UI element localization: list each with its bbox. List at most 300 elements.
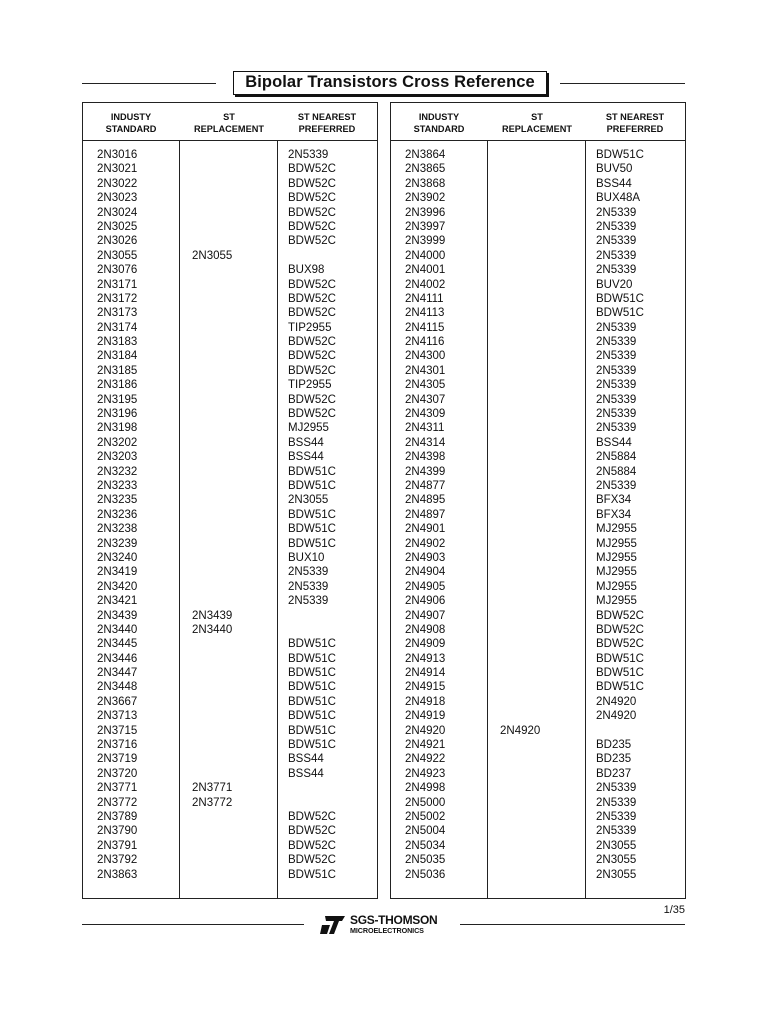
table-cell: 2N3667: [97, 695, 138, 708]
table-cell: 2N3171: [97, 278, 138, 291]
cross-reference-table-right: [390, 102, 686, 899]
table-cell: [500, 191, 540, 205]
table-cell: [500, 306, 540, 320]
table-cell: 2N5339: [596, 206, 637, 219]
table-cell: BUV20: [596, 278, 633, 291]
header-industry-standard: INDUSTY STANDARD: [413, 112, 465, 134]
table-cell: BDW51C: [288, 479, 336, 492]
table-cell: 2N3719: [97, 753, 138, 766]
header-st-nearest-preferred: ST NEAREST PREFERRED: [605, 112, 665, 134]
column-divider: [277, 140, 278, 898]
table-cell: [500, 177, 540, 191]
column-st-nearest-preferred: [288, 148, 336, 882]
table-cell: MJ2955: [596, 580, 637, 593]
table-cell: BDW52C: [288, 393, 336, 406]
table-cell: 2N3716: [97, 739, 138, 752]
table-cell: BDW51C: [288, 868, 336, 881]
table-cell: BDW52C: [596, 638, 644, 651]
table-cell: [192, 752, 232, 766]
table-cell: 2N4918: [405, 695, 446, 708]
table-cell: BDW52C: [288, 292, 336, 305]
table-cell: [192, 450, 232, 464]
table-cell: [500, 695, 540, 709]
page-title-box: [233, 71, 547, 95]
table-cell: BDW51C: [288, 724, 336, 737]
table-cell: [596, 724, 644, 738]
table-cell: 2N3791: [97, 839, 138, 852]
table-cell: 2N4922: [405, 753, 446, 766]
table-cell: 2N3232: [97, 465, 138, 478]
table-cell: BUX98: [288, 264, 325, 277]
table-cell: 2N5339: [596, 479, 637, 492]
table-cell: 2N3996: [405, 206, 446, 219]
table-cell: 2N3440: [97, 623, 138, 636]
table-cell: [500, 364, 540, 378]
table-cell: [192, 393, 232, 407]
table-cell: BDW51C: [288, 695, 336, 708]
table-cell: 2N3023: [97, 192, 138, 205]
table-cell: 2N3021: [97, 163, 138, 176]
table-cell: 2N3447: [97, 667, 138, 680]
table-cell: BDW52C: [288, 163, 336, 176]
title-rule-left: [82, 83, 216, 84]
table-cell: 2N4897: [405, 508, 446, 521]
table-cell: [500, 752, 540, 766]
table-cell: 2N3236: [97, 508, 138, 521]
table-cell: 2N3055: [288, 494, 329, 507]
table-cell: 2N4111: [405, 292, 444, 305]
table-cell: 2N4000: [405, 249, 446, 262]
table-cell: 2N3185: [97, 364, 138, 377]
column-divider: [585, 140, 586, 898]
table-cell: 2N5339: [288, 580, 329, 593]
table-cell: 2N3239: [97, 537, 138, 550]
table-cell: [192, 580, 232, 594]
table-cell: [192, 436, 232, 450]
table-cell: 2N4906: [405, 595, 446, 608]
header-industry-standard: INDUSTY STANDARD: [105, 112, 157, 134]
table-cell: [500, 421, 540, 435]
table-cell: 2N3864: [405, 149, 446, 161]
cross-reference-table-left: [82, 102, 378, 899]
table-cell: 2N3184: [97, 350, 138, 363]
table-cell: [192, 839, 232, 853]
table-cell: [192, 177, 232, 191]
table-cell: 2N3016: [97, 149, 138, 161]
column-divider: [179, 140, 180, 898]
table-cell: [192, 824, 232, 838]
table-cell: 2N4300: [405, 350, 446, 363]
table-cell: BDW52C: [596, 609, 644, 622]
table-cell: BDW52C: [288, 336, 336, 349]
table-cell: 2N5339: [596, 825, 637, 838]
table-cell: [192, 263, 232, 277]
table-cell: BDW51C: [288, 667, 336, 680]
table-cell: 2N3997: [405, 220, 446, 233]
table-cell: BDW52C: [288, 206, 336, 219]
table-cell: MJ2955: [596, 523, 637, 536]
table-cell: 2N3439: [97, 609, 138, 622]
table-cell: [500, 868, 540, 882]
table-cell: BD235: [596, 739, 632, 752]
table-cell: MJ2955: [288, 422, 329, 435]
table-cell: 2N5339: [596, 408, 637, 421]
table-cell: [192, 407, 232, 421]
table-cell: 2N3999: [405, 235, 446, 248]
table-cell: [192, 349, 232, 363]
column-st-replacement: [192, 148, 232, 882]
table-cell: [500, 349, 540, 363]
table-cell: [500, 407, 540, 421]
table-cell: 2N3022: [97, 177, 138, 190]
table-cell: [192, 522, 232, 536]
table-cell: 2N3240: [97, 551, 138, 564]
table-cell: 2N3790: [97, 825, 138, 838]
table-cell: [500, 249, 540, 263]
table-cell: 2N4908: [405, 623, 446, 636]
table-cell: 2N3420: [97, 580, 138, 593]
table-cell: 2N4902: [405, 537, 446, 550]
table-cell: 2N3445: [97, 638, 138, 651]
table-cell: 2N4002: [405, 278, 446, 291]
table-cell: 2N3186: [97, 379, 138, 392]
table-cell: 2N3772: [97, 796, 138, 809]
table-cell: 2N3198: [97, 422, 138, 435]
table-cell: [192, 493, 232, 507]
table-cell: [500, 206, 540, 220]
table-cell: 2N4901: [405, 523, 446, 536]
table-cell: BDW52C: [288, 839, 336, 852]
table-cell: 2N5339: [596, 364, 637, 377]
table-cell: [500, 853, 540, 867]
column-divider: [487, 140, 488, 898]
table-cell: [288, 249, 336, 263]
table-cell: 2N3202: [97, 436, 138, 449]
table-cell: 2N5339: [288, 566, 329, 579]
table-cell: [500, 810, 540, 824]
table-cell: 2N3238: [97, 523, 138, 536]
table-cell: BDW52C: [288, 854, 336, 867]
table-cell: [500, 335, 540, 349]
table-cell: 2N4307: [405, 393, 446, 406]
table-cell: [500, 234, 540, 248]
table-cell: 2N5034: [405, 839, 446, 852]
table-cell: 2N3439: [192, 609, 233, 622]
table-cell: BDW51C: [596, 307, 644, 320]
table-cell: 2N4913: [405, 652, 446, 665]
table-cell: [192, 220, 232, 234]
table-cell: 2N3419: [97, 566, 138, 579]
table-cell: 2N3183: [97, 336, 138, 349]
table-cell: BDW51C: [596, 149, 644, 161]
table-cell: BDW52C: [288, 364, 336, 377]
table-cell: BSS44: [288, 436, 324, 449]
table-cell: BDW51C: [288, 465, 336, 478]
table-cell: BDW52C: [288, 350, 336, 363]
table-cell: 2N4877: [405, 479, 446, 492]
table-cell: [500, 767, 540, 781]
table-cell: 2N4920: [405, 724, 446, 737]
table-cell: BFX34: [596, 508, 632, 521]
table-cell: 2N4923: [405, 767, 446, 780]
table-cell: [192, 637, 232, 651]
st-logo-icon: [320, 914, 346, 936]
header-st-nearest-preferred: ST NEAREST PREFERRED: [297, 112, 357, 134]
table-cell: 2N3055: [192, 249, 233, 262]
table-cell: 2N3024: [97, 206, 138, 219]
table-cell: [500, 565, 540, 579]
table-cell: BDW52C: [288, 192, 336, 205]
table-cell: BDW51C: [288, 739, 336, 752]
table-cell: BDW51C: [596, 681, 644, 694]
table-cell: 2N3440: [192, 623, 233, 636]
title-rule-right: [560, 83, 685, 84]
table-cell: [500, 378, 540, 392]
table-cell: [192, 738, 232, 752]
page-number: 1/35: [663, 904, 685, 916]
table-cell: 2N4115: [405, 321, 445, 334]
table-cell: 2N5339: [596, 249, 637, 262]
table-cell: BDW52C: [596, 623, 644, 636]
table-cell: BDW52C: [288, 810, 336, 823]
table-cell: [192, 162, 232, 176]
table-cell: 2N3713: [97, 710, 138, 723]
table-cell: 2N4399: [405, 465, 446, 478]
table-cell: 2N3026: [97, 235, 138, 248]
table-cell: BDW52C: [288, 307, 336, 320]
table-cell: 2N4001: [405, 264, 446, 277]
table-cell: 2N3195: [97, 393, 138, 406]
table-cell: [192, 206, 232, 220]
table-cell: 2N5339: [596, 350, 637, 363]
table-cell: BSS44: [288, 451, 324, 464]
header-divider: [391, 140, 685, 141]
table-cell: 2N5339: [596, 782, 637, 795]
table-cell: 2N5339: [596, 264, 637, 277]
table-cell: [192, 868, 232, 882]
table-cell: 2N4919: [405, 710, 446, 723]
table-cell: 2N3025: [97, 220, 138, 233]
table-cell: [192, 335, 232, 349]
table-cell: 2N4920: [596, 695, 637, 708]
table-cell: 2N5339: [288, 595, 329, 608]
table-cell: 2N4905: [405, 580, 446, 593]
table-cell: [500, 738, 540, 752]
table-cell: [192, 378, 232, 392]
table-cell: [192, 479, 232, 493]
table-cell: 2N4116: [405, 336, 445, 349]
table-cell: BDW52C: [288, 220, 336, 233]
table-cell: [192, 364, 232, 378]
table-cell: MJ2955: [596, 566, 637, 579]
table-cell: 2N3789: [97, 810, 138, 823]
table-cell: [500, 393, 540, 407]
table-cell: 2N5339: [596, 321, 637, 334]
table-cell: 2N4904: [405, 566, 446, 579]
table-cell: [192, 306, 232, 320]
table-cell: BDW51C: [288, 638, 336, 651]
table-cell: 2N4920: [500, 724, 541, 737]
table-cell: 2N3203: [97, 451, 138, 464]
table-cell: [500, 148, 540, 162]
company-logo: [320, 914, 450, 936]
table-cell: BD235: [596, 753, 632, 766]
table-cell: 2N5339: [596, 393, 637, 406]
table-cell: BFX34: [596, 494, 632, 507]
table-cell: [500, 493, 540, 507]
table-cell: TIP2955: [288, 379, 332, 392]
table-cell: [192, 148, 232, 162]
table-cell: 2N5884: [596, 451, 637, 464]
table-cell: 2N3174: [97, 321, 138, 334]
table-cell: 2N3055: [596, 839, 637, 852]
table-cell: BDW51C: [288, 508, 336, 521]
table-cell: [192, 695, 232, 709]
table-cell: MJ2955: [596, 537, 637, 550]
table-cell: 2N5035: [405, 854, 446, 867]
table-cell: 2N5002: [405, 810, 446, 823]
table-cell: 2N3233: [97, 479, 138, 492]
table-cell: 2N3868: [405, 177, 446, 190]
table-cell: [500, 321, 540, 335]
table-cell: [192, 652, 232, 666]
table-cell: [192, 234, 232, 248]
table-cell: [288, 623, 336, 637]
table-cell: [192, 680, 232, 694]
table-cell: [192, 421, 232, 435]
table-cell: BSS44: [596, 436, 632, 449]
column-st-nearest-preferred: [596, 148, 644, 882]
table-cell: BDW51C: [596, 292, 644, 305]
table-cell: [500, 623, 540, 637]
table-cell: 2N5036: [405, 868, 446, 881]
table-cell: BDW51C: [288, 652, 336, 665]
table-cell: 2N5000: [405, 796, 446, 809]
table-cell: 2N3235: [97, 494, 138, 507]
table-cell: [500, 278, 540, 292]
table-cell: BDW51C: [288, 537, 336, 550]
table-cell: [192, 537, 232, 551]
table-cell: [288, 796, 336, 810]
table-cell: 2N4914: [405, 667, 446, 680]
table-cell: 2N3902: [405, 192, 446, 205]
table-cell: BDW51C: [596, 667, 644, 680]
column-st-replacement: [500, 148, 540, 882]
table-cell: [192, 810, 232, 824]
table-cell: 2N3715: [97, 724, 138, 737]
table-cell: MJ2955: [596, 595, 637, 608]
header-divider: [83, 140, 377, 141]
table-cell: [192, 465, 232, 479]
table-cell: BSS44: [596, 177, 632, 190]
table-cell: [192, 594, 232, 608]
table-cell: 2N4903: [405, 551, 446, 564]
table-cell: [288, 609, 336, 623]
table-cell: [192, 321, 232, 335]
table-cell: [500, 522, 540, 536]
table-cell: BDW52C: [288, 177, 336, 190]
table-cell: 2N4309: [405, 408, 446, 421]
table-cell: [500, 537, 540, 551]
table-cell: [500, 263, 540, 277]
table-cell: 2N4398: [405, 451, 446, 464]
table-cell: 2N4311: [405, 422, 445, 435]
table-cell: [500, 508, 540, 522]
table-cell: [500, 781, 540, 795]
table-cell: [192, 853, 232, 867]
table-cell: 2N4920: [596, 710, 637, 723]
table-cell: 2N4113: [405, 307, 445, 320]
table-cell: [500, 220, 540, 234]
table-cell: [500, 594, 540, 608]
table-cell: 2N4915: [405, 681, 446, 694]
table-cell: [192, 551, 232, 565]
table-cell: 2N3446: [97, 652, 138, 665]
table-cell: 2N5884: [596, 465, 637, 478]
table-cell: 2N3771: [192, 782, 233, 795]
table-cell: [500, 680, 540, 694]
table-cell: [192, 508, 232, 522]
table-cell: 2N4301: [405, 364, 446, 377]
table-cell: 2N3173: [97, 307, 138, 320]
table-cell: BDW51C: [288, 710, 336, 723]
table-cell: BSS44: [288, 767, 324, 780]
table-cell: 2N3076: [97, 264, 138, 277]
table-cell: 2N3720: [97, 767, 138, 780]
table-cell: [500, 796, 540, 810]
table-cell: [192, 666, 232, 680]
table-cell: 2N3421: [97, 595, 138, 608]
table-cell: [192, 278, 232, 292]
table-cell: 2N4998: [405, 782, 446, 795]
page-title: Bipolar Transistors Cross Reference: [245, 73, 535, 91]
table-cell: BDW51C: [596, 652, 644, 665]
table-cell: 2N3196: [97, 408, 138, 421]
table-cell: 2N3055: [97, 249, 138, 262]
column-industry-standard: [97, 148, 137, 882]
table-cell: 2N4895: [405, 494, 446, 507]
table-cell: 2N4907: [405, 609, 446, 622]
table-cell: [192, 565, 232, 579]
table-cell: MJ2955: [596, 551, 637, 564]
table-cell: [500, 292, 540, 306]
table-cell: BUV50: [596, 163, 633, 176]
column-industry-standard: [405, 148, 445, 882]
table-cell: 2N3772: [192, 796, 233, 809]
table-cell: [500, 709, 540, 723]
table-cell: [192, 724, 232, 738]
table-cell: BUX48A: [596, 192, 641, 205]
table-cell: 2N5339: [596, 810, 637, 823]
table-cell: [192, 292, 232, 306]
table-cell: [288, 781, 336, 795]
table-cell: 2N3172: [97, 292, 138, 305]
table-cell: BDW52C: [288, 825, 336, 838]
logo-division-name: MICROELECTRONICS: [350, 926, 424, 935]
table-cell: [500, 580, 540, 594]
table-cell: 2N3448: [97, 681, 138, 694]
table-cell: BDW52C: [288, 278, 336, 291]
table-cell: [500, 609, 540, 623]
table-cell: 2N3863: [97, 868, 138, 881]
table-cell: 2N4305: [405, 379, 446, 392]
table-cell: [192, 191, 232, 205]
header-st-replacement: ST REPLACEMENT: [194, 112, 264, 134]
table-cell: [500, 637, 540, 651]
table-cell: 2N5339: [596, 235, 637, 248]
table-cell: BD237: [596, 767, 632, 780]
table-cell: [500, 839, 540, 853]
